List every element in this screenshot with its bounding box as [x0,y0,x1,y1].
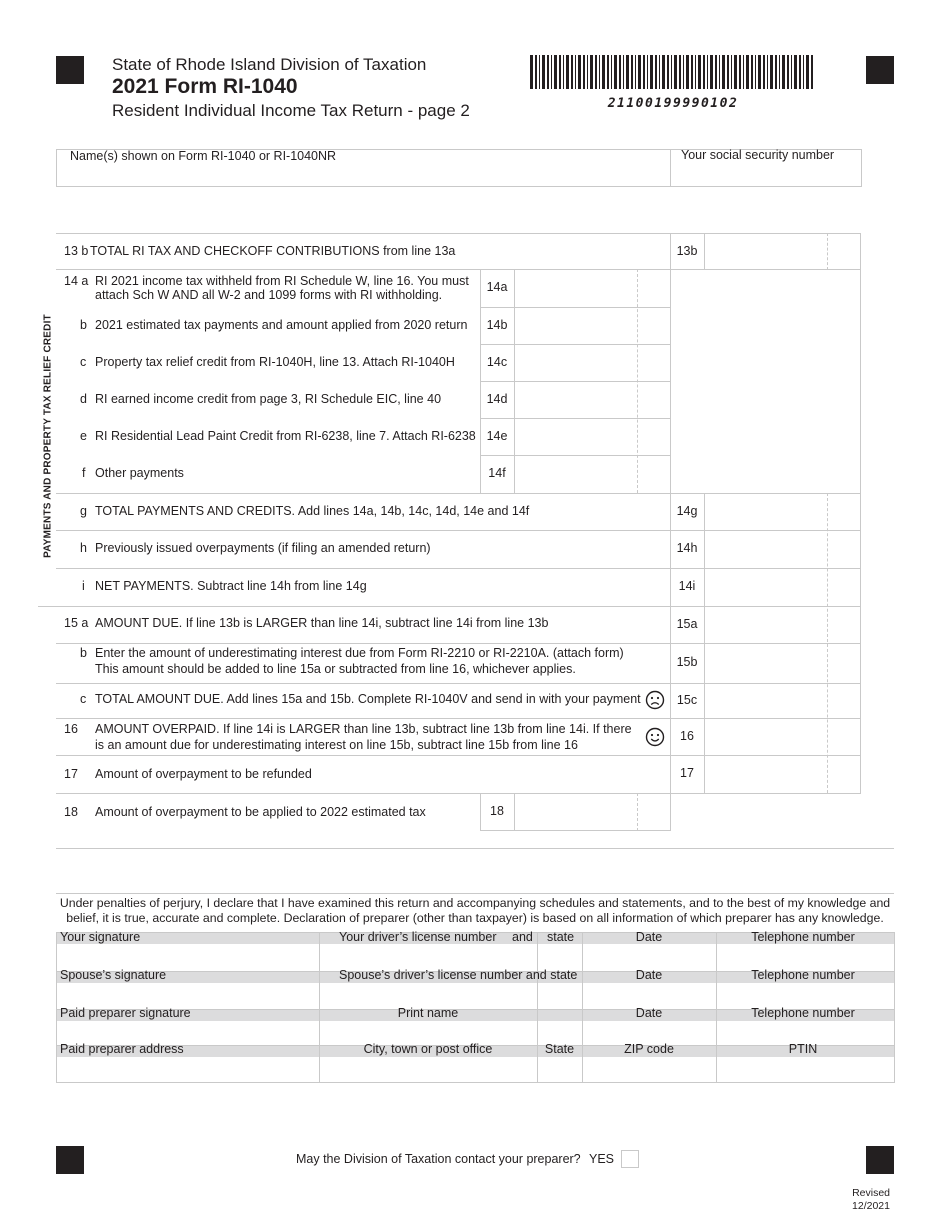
state-input[interactable] [538,1057,580,1080]
your-date-input[interactable] [583,944,714,970]
line-16-text: is an amount due for underestimating interest on line 15b, subtract line 15b from line 16 [95,738,578,752]
line-14c-amount-input[interactable] [515,345,670,380]
spouse-telephone-label: Telephone number [751,968,855,982]
line-14i-text: NET PAYMENTS. Subtract line 14h from line 14g [95,579,367,593]
perjury-declaration: Under penalties of perjury, I declare that I have examined this return and accompanying schedules and statements, and to the best of my knowledge and [59,896,891,910]
line-15a-number: 15 a [64,616,89,630]
line-16-number: 16 [64,722,78,736]
registration-mark [56,56,84,84]
line-14b-text: 2021 estimated tax payments and amount applied from 2020 return [95,318,468,332]
contact-preparer-question: May the Division of Taxation contact your preparer? [296,1152,581,1166]
line-14a-text: RI 2021 income tax withheld from RI Schedule W, line 16. You must [95,274,469,288]
line-17-text: Amount of overpayment to be refunded [95,767,312,781]
preparer-telephone-input[interactable] [717,1021,892,1043]
line-15a-text: AMOUNT DUE. If line 13b is LARGER than line 14i, subtract line 14i from line 13b [95,616,549,630]
line-14h-text: Previously issued overpayments (if filing an amended return) [95,541,431,555]
line-15c-text: TOTAL AMOUNT DUE. Add lines 15a and 15b. Complete RI-1040V and send in with your payment [95,692,641,706]
line-14e-text: RI Residential Lead Paint Credit from RI-6238, line 7. Attach RI-6238 [95,429,476,443]
date-label: Date [635,930,663,944]
preparer-address-input[interactable] [57,1057,318,1080]
line-14b-amount-input[interactable] [515,308,670,343]
ssn-input[interactable] [671,163,860,185]
line-15b-amount-input[interactable] [705,644,860,682]
spouse-license-input[interactable] [320,983,536,1007]
line-14e-amount-input[interactable] [515,419,670,454]
line-14c-code: 14c [486,355,508,369]
drivers-license-input[interactable] [320,944,536,970]
spouse-license-label: Spouse’s driver’s license number and state [339,968,578,982]
line-15b-text: Enter the amount of underestimating interest due from Form RI-2210 or RI-2210A. (attach form) [95,646,624,660]
ptin-label: PTIN [788,1042,818,1056]
line-18-amount-input[interactable] [515,794,670,829]
line-14c-text: Property tax relief credit from RI-1040H, line 13. Attach RI-1040H [95,355,455,369]
line-17-amount-input[interactable] [705,756,860,792]
line-15b-number: b [80,646,87,660]
line-14d-code: 14d [486,392,508,406]
line-15a-amount-input[interactable] [705,607,860,642]
spouse-signature-label: Spouse’s signature [60,968,167,982]
line-14i-code: 14i [678,579,696,593]
line-14e-code: 14e [486,429,508,443]
line-14f-amount-input[interactable] [515,456,670,492]
line-14a-code: 14a [486,280,508,294]
barcode [530,55,816,89]
line-14b-number: b [80,318,87,332]
ssn-field-label: Your social security number [681,148,835,162]
line-14a-number: 14 a [64,274,89,288]
city-label: City, town or post office [363,1042,493,1056]
line-14f-code: 14f [488,466,506,480]
line-15c-amount-input[interactable] [705,684,860,717]
preparer-date-input[interactable] [583,1021,714,1043]
perjury-declaration: belief, it is true, accurate and complete. Declaration of preparer (other than taxpayer) is based on all information of which preparer has any knowledge. [66,911,884,925]
line-13b-text: TOTAL RI TAX AND CHECKOFF CONTRIBUTIONS from line 13a [90,244,456,258]
telephone-label: Telephone number [751,930,855,944]
section-side-label: PAYMENTS AND PROPERTY TAX RELIEF CREDIT [42,314,54,558]
spouse-telephone-input[interactable] [717,983,892,1007]
spouse-state-input[interactable] [538,983,580,1007]
line-14b-code: 14b [486,318,508,332]
spouse-date-label: Date [635,968,663,982]
contact-yes-label: YES [589,1152,615,1166]
line-14h-number: h [80,541,87,555]
line-18-number: 18 [64,805,78,819]
line-16-text: AMOUNT OVERPAID. If line 14i is LARGER than line 13b, subtract line 13b from line 14i. If there [95,722,632,736]
preparer-signature-label: Paid preparer signature [60,1006,191,1020]
line-14f-number: f [82,466,86,480]
line-16-amount-input[interactable] [705,719,860,754]
name-field-label: Name(s) shown on Form RI-1040 or RI-1040NR [70,149,337,163]
spouse-date-input[interactable] [583,983,714,1007]
smile-face-icon [645,727,665,747]
preparer-telephone-label: Telephone number [751,1006,855,1020]
print-name-label: Print name [397,1006,459,1020]
line-13b-code: 13b [676,244,698,258]
preparer-date-label: Date [635,1006,663,1020]
line-18-code: 18 [490,804,504,818]
line-15c-number: c [80,692,87,706]
preparer-address-label: Paid preparer address [60,1042,184,1056]
line-15a-code: 15a [676,617,698,631]
zip-label: ZIP code [624,1042,674,1056]
line-13b-number: 13 b [64,244,89,258]
line-14g-code: 14g [676,504,698,518]
print-name-input[interactable] [320,1021,580,1043]
frown-face-icon [645,690,665,710]
preparer-signature-input[interactable] [57,1021,318,1043]
form-title: 2021 Form RI-1040 [112,75,298,98]
drivers-license-label: Your driver’s license number [339,930,497,944]
name-input[interactable] [57,163,669,185]
line-14g-amount-input[interactable] [705,494,860,529]
form-subtitle: Resident Individual Income Tax Return - page 2 [112,101,470,120]
line-17-number: 17 [64,767,78,781]
city-input[interactable] [320,1057,536,1080]
line-14d-text: RI earned income credit from page 3, RI Schedule EIC, line 40 [95,392,442,406]
line-16-code: 16 [680,729,694,743]
spouse-signature-input[interactable] [57,983,318,1007]
line-14c-number: c [80,355,87,369]
line-18-text: Amount of overpayment to be applied to 2022 estimated tax [95,805,426,819]
zip-input[interactable] [583,1057,714,1080]
line-14g-number: g [80,504,87,518]
registration-mark [56,1146,84,1174]
registration-mark [866,56,894,84]
state-label: state [547,930,575,944]
line-14g-text: TOTAL PAYMENTS AND CREDITS. Add lines 14a, 14b, 14c, 14d, 14e and 14f [95,504,530,518]
line-15c-code: 15c [676,693,698,707]
line-14i-number: i [82,579,85,593]
line-14a-amount-input[interactable] [515,270,670,306]
contact-yes-checkbox[interactable] [621,1150,639,1168]
your-telephone-input[interactable] [717,944,892,970]
line-14d-number: d [80,392,87,406]
revised-date: 12/2021 [852,1200,890,1212]
line-14f-text: Other payments [95,466,184,480]
line-14h-code: 14h [676,541,698,555]
and-label: and [512,930,533,944]
line-17-code: 17 [680,766,694,780]
state-cap-label: State [544,1042,575,1056]
your-signature-label: Your signature [60,930,141,944]
license-state-input[interactable] [538,944,580,970]
line-15b-code: 15b [676,655,698,669]
line-13b-amount-input[interactable] [705,234,860,269]
line-14a-text: attach Sch W AND all W-2 and 1099 forms with RI withholding. [95,288,443,302]
ptin-input[interactable] [717,1057,892,1080]
line-14i-amount-input[interactable] [705,569,860,605]
your-signature-input[interactable] [57,944,318,970]
agency-name: State of Rhode Island Division of Taxation [112,55,427,74]
line-14d-amount-input[interactable] [515,382,670,417]
revised-label: Revised [852,1187,890,1199]
registration-mark [866,1146,894,1174]
line-15b-text: This amount should be added to line 15a or subtracted from line 16, whichever applies. [95,662,576,676]
line-14e-number: e [80,429,87,443]
barcode-number: 21100199990102 [607,96,739,111]
line-14h-amount-input[interactable] [705,531,860,567]
